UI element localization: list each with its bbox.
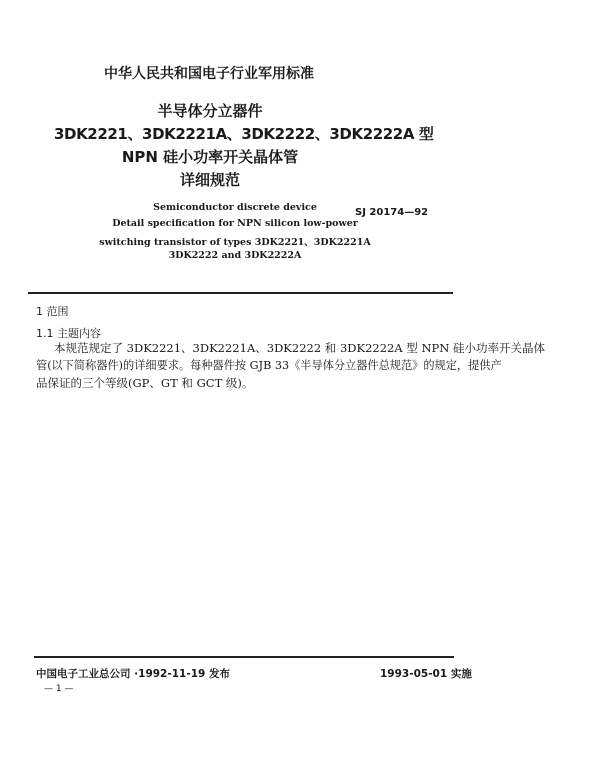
paragraph-line-3: 品保证的三个等级(GP、GT 和 GCT 级)。 (36, 376, 254, 390)
paragraph-line-1: 本规范规定了 3DK2221、3DK2221A、3DK2222 和 3DK2222A 型 NPN 硅小功率开关晶体 (54, 341, 545, 355)
standard-number: SJ 20174—92 (355, 207, 429, 218)
section-heading: 1 范围 (36, 305, 69, 318)
title-line-2: 3DK2221、3DK2221A、3DK2222、3DK2222A 型 (54, 125, 434, 143)
standard-header: 中华人民共和国电子行业军用标准 (104, 66, 314, 82)
footer-effective-date: 1993-05-01 实施 (380, 668, 472, 680)
english-title-line-2: Detail specification for NPN silicon low-power (112, 218, 358, 229)
paragraph-line-2: 管(以下简称器件)的详细要求。每种器件按 GJB 33《半导体分立器件总规范》的规定，提供产 (36, 359, 502, 372)
title-line-1: 半导体分立器件 (157, 102, 263, 120)
subsection-heading: 1.1 主题内容 (36, 327, 101, 340)
english-title-line-1: Semiconductor discrete device (153, 202, 317, 213)
footer-issuer: 中国电子工业总公司 ·1992-11-19 发布 (36, 668, 230, 680)
page-number: — 1 — (44, 684, 74, 694)
english-title-line-4: 3DK2222 and 3DK2222A (168, 250, 302, 261)
title-line-3: NPN 硅小功率开关晶体管 (121, 148, 299, 166)
bottom-divider (34, 656, 454, 658)
english-title-line-3: switching transistor of types 3DK2221、3DK2221A (99, 237, 371, 248)
top-divider (28, 292, 453, 294)
title-line-4: 详细规范 (179, 171, 240, 189)
